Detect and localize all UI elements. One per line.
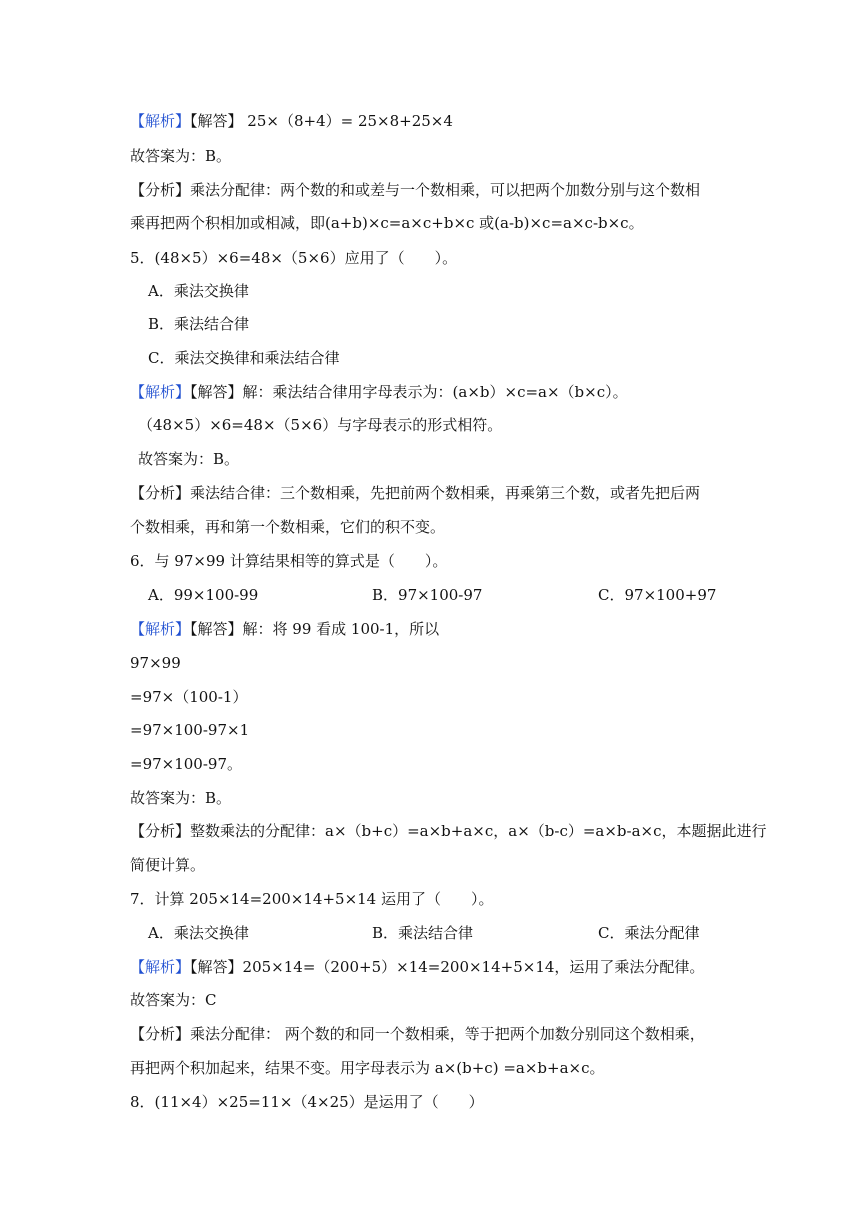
- q6-step-1: 97×99: [130, 654, 181, 672]
- q6-step-4: =97×100-97。: [130, 755, 243, 773]
- q6-stem: 6．与 97×99 计算结果相等的算式是（ ）。: [130, 552, 448, 570]
- answer-tag: 【解答】: [190, 958, 243, 976]
- q5-option-a: A．乘法交换律: [148, 282, 249, 300]
- answer-tag: 【解答】: [190, 112, 243, 130]
- q5-conclusion: 故答案为：B。: [138, 450, 240, 468]
- q5-answer-line2: （48×5）×6=48×（5×6）与字母表示的形式相符。: [138, 416, 503, 434]
- q7-analysis-line1: 【分析】乘法分配律： 两个数的和同一个数相乘，等于把两个加数分别同这个数相乘，: [130, 1025, 705, 1043]
- q5-answer-line: 【解析】【解答】解：乘法结合律用字母表示为：(a×b）×c=a×（b×c）。: [130, 383, 628, 401]
- q6-option-a: A．99×100-99: [148, 586, 259, 604]
- analysis-tag: 【分析】: [130, 484, 191, 502]
- q6-step-3: =97×100-97×1: [130, 721, 250, 739]
- analysis-tag: 【分析】: [130, 1025, 191, 1043]
- q7-conclusion: 故答案为：C: [130, 991, 217, 1009]
- analysis-tag: 【分析】: [130, 181, 191, 199]
- q4-answer-line: [130, 111, 740, 131]
- q6-step-2: =97×（100-1）: [130, 688, 248, 706]
- q6-conclusion: 故答案为：B。: [130, 789, 232, 807]
- q4-conclusion: 故答案为：B。: [130, 147, 232, 165]
- q7-option-c: C．乘法分配律: [598, 924, 700, 942]
- q5-analysis-line1: 【分析】乘法结合律：三个数相乘，先把前两个数相乘，再乘第三个数，或者先把后两: [130, 484, 701, 502]
- jiexi-tag: 【解析】: [130, 958, 191, 976]
- answer-tag: 【解答】: [190, 620, 243, 638]
- q5-stem: 5．(48×5）×6=48×（5×6）应用了（ ）。: [130, 249, 458, 267]
- jiexi-tag: 【解析】: [130, 620, 191, 638]
- q6-analysis-line1: 【分析】整数乘法的分配律：a×（b+c）=a×b+a×c，a×（b-c）=a×b-a×c，本题据此进行: [130, 822, 767, 840]
- q7-option-a: A．乘法交换律: [148, 924, 249, 942]
- q6-option-b: B．97×100-97: [372, 586, 483, 604]
- analysis-tag: 【分析】: [130, 822, 191, 840]
- q7-option-b: B．乘法结合律: [372, 924, 474, 942]
- q7-analysis-line2: 再把两个积加起来，结果不变。用字母表示为 a×(b+c) =a×b+a×c。: [130, 1059, 605, 1077]
- q4-analysis-line2: 乘再把两个积相加或相减，即(a+b)×c=a×c+b×c 或(a-b)×c=a×c-b×c。: [130, 214, 644, 232]
- q4-analysis-line1: 【分析】乘法分配律：两个数的和或差与一个数相乘，可以把两个加数分别与这个数相: [130, 181, 701, 199]
- jiexi-tag: 【解析】: [130, 383, 191, 401]
- q8-stem: 8．(11×4）×25=11×（4×25）是运用了（ ）: [130, 1093, 484, 1111]
- q6-option-c: C．97×100+97: [598, 586, 717, 604]
- q6-analysis-line2: 简便计算。: [130, 856, 206, 874]
- q7-stem: 7．计算 205×14=200×14+5×14 运用了（ ）。: [130, 890, 494, 908]
- q5-option-b: B．乘法结合律: [148, 315, 250, 333]
- q5-option-c: C．乘法交换律和乘法结合律: [148, 349, 340, 367]
- q4-answer-text: 25×（8+4）= 25×8+25×4: [242, 112, 453, 130]
- q6-answer-line: 【解析】【解答】解：将 99 看成 100-1，所以: [130, 620, 440, 638]
- q7-answer-line: 【解析】【解答】205×14=（200+5）×14=200×14+5×14，运用了乘法分配律。: [130, 958, 705, 976]
- answer-tag: 【解答】: [190, 383, 243, 401]
- q5-analysis-line2: 个数相乘，再和第一个数相乘，它们的积不变。: [130, 518, 446, 536]
- jiexi-tag: 【解析】: [130, 112, 191, 130]
